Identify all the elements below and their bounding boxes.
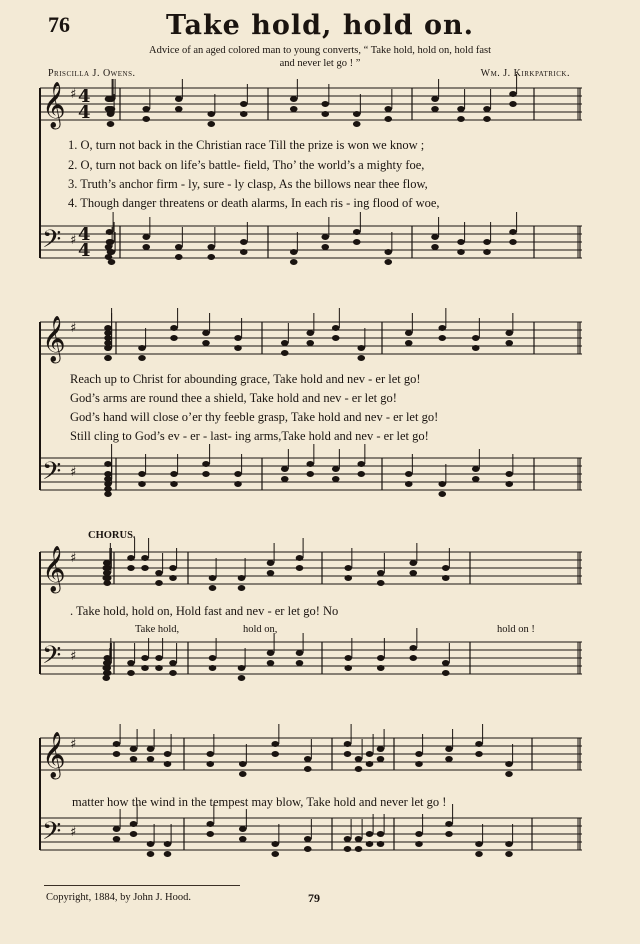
note-head — [377, 831, 385, 837]
note-head — [344, 575, 352, 581]
note-head — [472, 466, 480, 472]
note-head — [141, 565, 149, 571]
note-head — [384, 259, 392, 265]
verse-2-line-b: God’s arms are round thee a shield, Take hold and nev - er let go! — [70, 391, 397, 405]
note-head — [505, 481, 513, 487]
note-head — [102, 675, 110, 681]
note-head — [271, 751, 279, 757]
note-head — [457, 116, 465, 122]
note-head — [505, 761, 513, 767]
note-head — [505, 841, 513, 847]
note-head — [366, 751, 374, 757]
note-head — [438, 481, 446, 487]
note-head — [102, 565, 110, 571]
note-head — [366, 831, 374, 837]
note-head — [207, 121, 215, 127]
note-head — [102, 665, 110, 671]
note-head — [108, 96, 116, 102]
note-head — [344, 665, 352, 671]
sharp-icon: ♯ — [70, 825, 77, 840]
note-head — [281, 340, 289, 346]
note-head — [138, 481, 146, 487]
note-head — [138, 355, 146, 361]
note-head — [169, 565, 177, 571]
bass-clef-icon: 𝄢 — [42, 457, 62, 492]
note-head — [377, 665, 385, 671]
verse-2-line-a: 2. O, turn not back on life’s battle- field, Tho’ the world’s a mighty foe, — [68, 158, 425, 172]
note-head — [271, 841, 279, 847]
note-head — [457, 239, 465, 245]
note-head — [409, 655, 417, 661]
verse-1-line-b: Reach up to Christ for abounding grace, Take hold and nev - er let go! — [70, 372, 421, 386]
note-head — [147, 756, 155, 762]
note-head — [475, 841, 483, 847]
note-head — [142, 106, 150, 112]
note-head — [509, 101, 517, 107]
note-head — [321, 244, 329, 250]
sharp-icon: ♯ — [70, 465, 77, 480]
note-head — [377, 570, 385, 576]
note-head — [366, 761, 374, 767]
verse-4-line-a: 4. Though danger threatens or death alarms, In each ris - ing flood of woe, — [68, 196, 440, 210]
note-head — [290, 106, 298, 112]
note-head — [290, 96, 298, 102]
verse-3-line-b: God’s hand will close o’er thy feeble grasp, Take hold and nev - er let go! — [70, 410, 439, 424]
note-head — [142, 244, 150, 250]
footer-number: 79 — [308, 891, 320, 905]
note-head — [142, 234, 150, 240]
note-head — [104, 481, 112, 487]
note-head — [332, 466, 340, 472]
note-head — [353, 111, 361, 117]
note-head — [240, 101, 248, 107]
hymn-title: Take hold, hold on. — [165, 10, 475, 41]
note-head — [377, 841, 385, 847]
treble-clef-icon: 𝄞 — [42, 732, 66, 778]
note-head — [170, 481, 178, 487]
note-head — [472, 345, 480, 351]
note-head — [472, 335, 480, 341]
note-head — [415, 841, 423, 847]
time-signature: 4 — [78, 240, 91, 261]
note-head — [344, 655, 352, 661]
note-head — [271, 851, 279, 857]
note-head — [344, 751, 352, 757]
treble-clef-icon: 𝄞 — [42, 82, 66, 128]
sharp-icon: ♯ — [70, 321, 77, 336]
note-head — [164, 841, 172, 847]
note-head — [281, 350, 289, 356]
note-head — [431, 96, 439, 102]
note-head — [239, 761, 247, 767]
note-head — [267, 560, 275, 566]
note-head — [141, 655, 149, 661]
note-head — [355, 846, 363, 852]
note-head — [431, 106, 439, 112]
note-head — [306, 340, 314, 346]
note-head — [281, 466, 289, 472]
note-head — [306, 461, 314, 467]
note-head — [138, 345, 146, 351]
note-head — [353, 239, 361, 245]
note-head — [505, 340, 513, 346]
note-head — [155, 655, 163, 661]
note-head — [438, 491, 446, 497]
time-signature: 4 — [78, 224, 91, 245]
chorus-bass-lyric-1: Take hold, — [135, 624, 180, 635]
note-head — [141, 665, 149, 671]
note-head — [175, 106, 183, 112]
note-head — [409, 560, 417, 566]
note-head — [405, 481, 413, 487]
note-head — [207, 244, 215, 250]
note-head — [164, 761, 172, 767]
time-signature: 4 — [78, 86, 91, 107]
note-head — [130, 756, 138, 762]
composer: Wm. J. Kirkpatrick. — [480, 68, 570, 79]
note-head — [147, 841, 155, 847]
note-head — [483, 116, 491, 122]
note-head — [127, 565, 135, 571]
page-number: 76 — [48, 12, 70, 37]
note-head — [127, 670, 135, 676]
sharp-icon: ♯ — [70, 233, 77, 248]
note-head — [445, 756, 453, 762]
note-head — [438, 325, 446, 331]
treble-clef-icon: 𝄞 — [42, 546, 66, 592]
note-head — [377, 746, 385, 752]
note-head — [107, 239, 115, 245]
verse-1-line-a: 1. O, turn not back in the Christian race Till the prize is won we know ; — [68, 138, 425, 152]
note-head — [147, 746, 155, 752]
note-head — [175, 254, 183, 260]
note-head — [103, 580, 111, 586]
note-head — [138, 471, 146, 477]
sharp-icon: ♯ — [70, 737, 77, 752]
note-head — [169, 575, 177, 581]
lyricist: Priscilla J. Owens. — [48, 68, 136, 79]
note-head — [113, 751, 121, 757]
note-head — [472, 476, 480, 482]
chorus-bass-lyric-2: hold on, — [243, 624, 278, 635]
note-head — [238, 675, 246, 681]
note-head — [155, 665, 163, 671]
note-head — [366, 841, 374, 847]
note-head — [296, 565, 304, 571]
note-head — [169, 670, 177, 676]
note-head — [130, 746, 138, 752]
sharp-icon: ♯ — [70, 649, 77, 664]
note-head — [107, 121, 115, 127]
note-head — [234, 471, 242, 477]
note-head — [207, 111, 215, 117]
subtitle-line-2: and never let go ! ” — [279, 58, 361, 69]
note-head — [442, 670, 450, 676]
note-head — [355, 766, 363, 772]
note-head — [409, 645, 417, 651]
note-head — [164, 851, 172, 857]
note-head — [431, 234, 439, 240]
note-head — [505, 771, 513, 777]
note-head — [304, 836, 312, 842]
note-head — [304, 846, 312, 852]
note-head — [377, 580, 385, 586]
chorus-label: CHORUS. — [88, 530, 136, 541]
time-signature: 4 — [78, 102, 91, 123]
note-head — [509, 239, 517, 245]
note-head — [202, 471, 210, 477]
note-head — [127, 660, 135, 666]
note-head — [170, 335, 178, 341]
note-head — [202, 340, 210, 346]
note-head — [357, 345, 365, 351]
note-head — [377, 655, 385, 661]
note-head — [141, 555, 149, 561]
note-head — [344, 836, 352, 842]
note-head — [321, 111, 329, 117]
sharp-icon: ♯ — [70, 551, 77, 566]
bass-clef-icon: 𝄢 — [42, 225, 62, 260]
note-head — [415, 761, 423, 767]
note-head — [409, 570, 417, 576]
note-head — [475, 741, 483, 747]
note-head — [505, 471, 513, 477]
note-head — [113, 741, 121, 747]
note-head — [104, 330, 112, 336]
bass-clef-icon: 𝄢 — [42, 641, 62, 676]
note-head — [209, 665, 217, 671]
note-head — [442, 565, 450, 571]
note-head — [170, 471, 178, 477]
note-head — [357, 461, 365, 467]
note-head — [130, 821, 138, 827]
note-head — [234, 481, 242, 487]
note-head — [142, 116, 150, 122]
note-head — [442, 660, 450, 666]
note-head — [113, 826, 121, 832]
note-head — [304, 756, 312, 762]
note-head — [438, 335, 446, 341]
note-head — [234, 335, 242, 341]
note-head — [104, 461, 112, 467]
note-head — [238, 575, 246, 581]
note-head — [355, 756, 363, 762]
note-head — [344, 741, 352, 747]
note-head — [209, 655, 217, 661]
note-head — [431, 244, 439, 250]
note-head — [175, 96, 183, 102]
note-head — [344, 565, 352, 571]
note-head — [102, 575, 110, 581]
note-head — [106, 229, 114, 235]
note-head — [206, 761, 214, 767]
chorus-lyrics-line-1: . Take hold, hold on, Hold fast and nev - er let go! No — [70, 604, 339, 618]
note-head — [306, 330, 314, 336]
note-head — [290, 249, 298, 255]
note-head — [415, 751, 423, 757]
note-head — [108, 259, 116, 265]
note-head — [206, 821, 214, 827]
note-head — [384, 116, 392, 122]
note-head — [445, 831, 453, 837]
note-head — [240, 111, 248, 117]
note-head — [240, 249, 248, 255]
note-head — [206, 751, 214, 757]
note-head — [207, 254, 215, 260]
note-head — [238, 665, 246, 671]
note-head — [445, 746, 453, 752]
note-head — [206, 831, 214, 837]
note-head — [281, 476, 289, 482]
note-head — [271, 741, 279, 747]
note-head — [353, 121, 361, 127]
note-head — [405, 471, 413, 477]
note-head — [384, 249, 392, 255]
note-head — [357, 355, 365, 361]
note-head — [239, 826, 247, 832]
treble-clef-icon: 𝄞 — [42, 316, 66, 362]
bass-clef-icon: 𝄢 — [42, 817, 62, 852]
note-head — [209, 585, 217, 591]
note-head — [104, 340, 112, 346]
note-head — [267, 570, 275, 576]
note-head — [104, 491, 112, 497]
note-head — [483, 239, 491, 245]
copyright-notice: Copyright, 1884, by John J. Hood. — [46, 892, 191, 903]
chorus-bass-lyric-3: hold on ! — [497, 624, 535, 635]
note-head — [202, 330, 210, 336]
note-head — [108, 106, 116, 112]
note-head — [353, 229, 361, 235]
note-head — [155, 570, 163, 576]
note-head — [164, 751, 172, 757]
note-head — [475, 751, 483, 757]
note-head — [104, 355, 112, 361]
note-head — [405, 330, 413, 336]
note-head — [127, 555, 135, 561]
note-head — [384, 106, 392, 112]
note-head — [239, 771, 247, 777]
note-head — [240, 239, 248, 245]
note-head — [209, 575, 217, 581]
note-head — [290, 259, 298, 265]
note-head — [457, 249, 465, 255]
note-head — [306, 471, 314, 477]
note-head — [304, 766, 312, 772]
note-head — [357, 471, 365, 477]
note-head — [332, 476, 340, 482]
note-head — [355, 836, 363, 842]
note-head — [155, 580, 163, 586]
footer-rule — [44, 885, 240, 886]
note-head — [296, 650, 304, 656]
note-head — [415, 831, 423, 837]
note-head — [321, 234, 329, 240]
note-head — [234, 345, 242, 351]
sharp-icon: ♯ — [70, 87, 77, 102]
note-head — [169, 660, 177, 666]
note-head — [108, 249, 116, 255]
note-head — [321, 101, 329, 107]
verse-3-line-a: 3. Truth’s anchor firm - ly, sure - ly clasp, As the billows near thee flow, — [68, 177, 428, 191]
note-head — [147, 851, 155, 857]
note-head — [509, 91, 517, 97]
subtitle-line-1: Advice of an aged colored man to young converts, “ Take hold, hold on, hold fast — [149, 45, 491, 56]
note-head — [238, 585, 246, 591]
chorus-lyrics-line-2: matter how the wind in the tempest may blow, Take hold and never let go ! — [72, 795, 447, 809]
note-head — [202, 461, 210, 467]
note-head — [332, 335, 340, 341]
note-head — [483, 106, 491, 112]
note-head — [445, 821, 453, 827]
note-head — [405, 340, 413, 346]
note-head — [344, 846, 352, 852]
note-head — [475, 851, 483, 857]
note-head — [170, 325, 178, 331]
note-head — [130, 831, 138, 837]
note-head — [509, 229, 517, 235]
note-head — [267, 650, 275, 656]
note-head — [113, 836, 121, 842]
note-head — [296, 555, 304, 561]
note-head — [267, 660, 275, 666]
note-head — [107, 111, 115, 117]
note-head — [175, 244, 183, 250]
note-head — [296, 660, 304, 666]
note-head — [442, 575, 450, 581]
note-head — [483, 249, 491, 255]
note-head — [505, 851, 513, 857]
note-head — [239, 836, 247, 842]
note-head — [505, 330, 513, 336]
note-head — [457, 106, 465, 112]
verse-4-line-b: Still cling to God’s ev - er - last- ing arms,Take hold and nev - er let go! — [70, 429, 429, 443]
note-head — [377, 756, 385, 762]
note-head — [332, 325, 340, 331]
